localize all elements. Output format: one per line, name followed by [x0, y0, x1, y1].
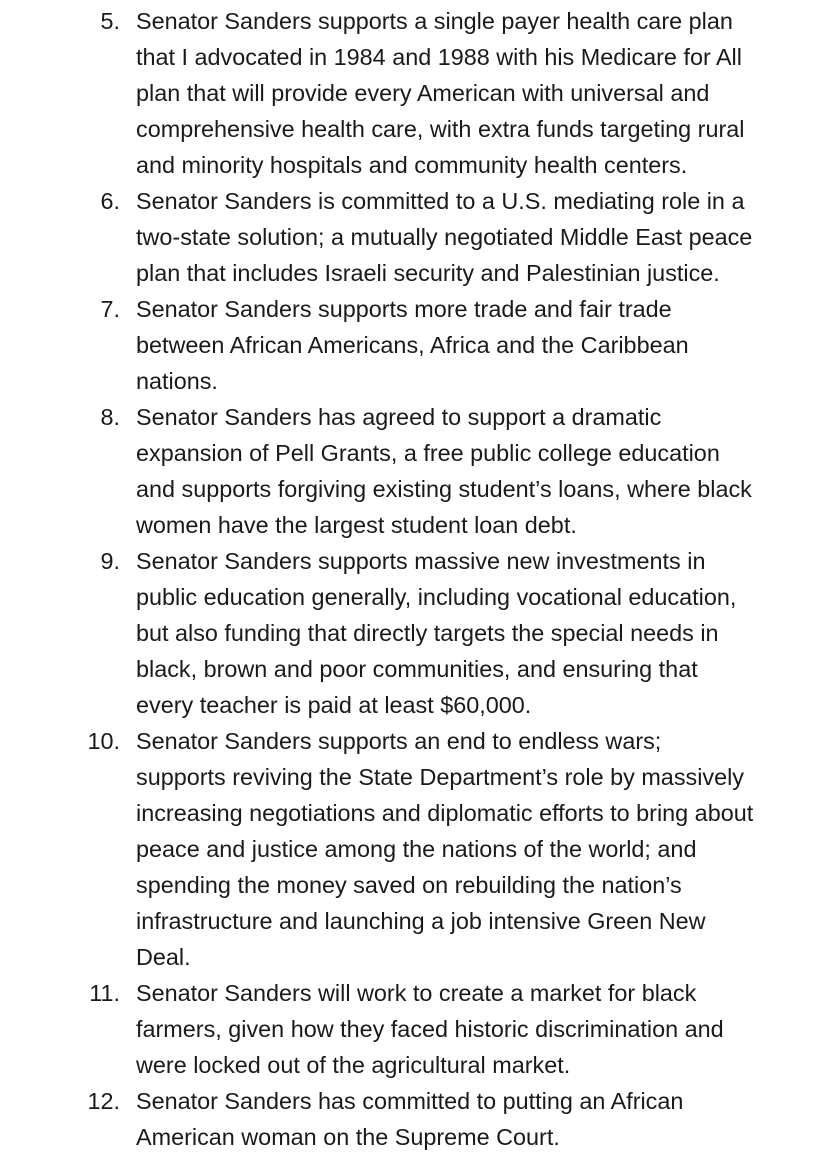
list-text-line: public education generally, including vocational education,	[136, 584, 737, 610]
list-number: 10.	[87, 728, 120, 754]
list-text-line: comprehensive health care, with extra funds targeting rural	[136, 116, 745, 142]
list-text-line: Senator Sanders supports massive new investments in	[136, 548, 706, 574]
list-text-line: farmers, given how they faced historic discrimination and	[136, 1016, 724, 1042]
list-number: 9.	[100, 548, 120, 574]
list-text-line: nations.	[136, 368, 218, 394]
list-text-line: Senator Sanders supports an end to endless wars;	[136, 728, 662, 754]
list-item-12	[0, 1083, 828, 1155]
list-text-line: infrastructure and launching a job intensive Green New	[136, 908, 706, 934]
list-text-line: were locked out of the agricultural market.	[136, 1052, 571, 1078]
list-text-line: Deal.	[136, 944, 191, 970]
list-item-9	[0, 543, 828, 723]
list-text-line: women have the largest student loan debt.	[136, 512, 577, 538]
list-text-line: plan that includes Israeli security and Palestinian justice.	[136, 260, 720, 286]
list-text-line: expansion of Pell Grants, a free public college education	[136, 440, 720, 466]
list-text-line: black, brown and poor communities, and ensuring that	[136, 656, 698, 682]
list-text-line: Senator Sanders supports a single payer health care plan	[136, 8, 733, 34]
list-text-line: plan that will provide every American with universal and	[136, 80, 710, 106]
list-text-line: between African Americans, Africa and the Caribbean	[136, 332, 689, 358]
list-text-line: and minority hospitals and community health centers.	[136, 152, 688, 178]
list-number: 8.	[100, 404, 120, 430]
list-text-line: every teacher is paid at least $60,000.	[136, 692, 532, 718]
list-text-line: Senator Sanders will work to create a market for black	[136, 980, 697, 1006]
list-item-6	[0, 183, 828, 291]
list-text-line: Senator Sanders has agreed to support a dramatic	[136, 404, 662, 430]
list-text-line: Senator Sanders is committed to a U.S. mediating role in a	[136, 188, 745, 214]
list-text-line: peace and justice among the nations of the world; and	[136, 836, 697, 862]
list-text-line: supports reviving the State Department’s role by massively	[136, 764, 744, 790]
list-text-line: that I advocated in 1984 and 1988 with his Medicare for All	[136, 44, 742, 70]
list-text-line: increasing negotiations and diplomatic efforts to bring about	[136, 800, 754, 826]
list-number: 11.	[89, 980, 120, 1006]
list-text-line: and supports forgiving existing student’s loans, where black	[136, 476, 752, 502]
list-text-line: spending the money saved on rebuilding the nation’s	[136, 872, 682, 898]
list-text-line: American woman on the Supreme Court.	[136, 1124, 560, 1150]
list-item-7	[0, 291, 828, 399]
list-number: 6.	[100, 188, 120, 214]
list-number: 7.	[100, 296, 120, 322]
list-number: 5.	[100, 8, 120, 34]
list-text-line: two-state solution; a mutually negotiated Middle East peace	[136, 224, 753, 250]
list-item-10	[0, 723, 828, 975]
list-text-line: Senator Sanders has committed to putting an African	[136, 1088, 684, 1114]
numbered-list	[0, 3, 828, 1155]
list-text-line: Senator Sanders supports more trade and fair trade	[136, 296, 672, 322]
list-item-8	[0, 399, 828, 543]
list-text-line: but also funding that directly targets the special needs in	[136, 620, 719, 646]
list-item-11	[0, 975, 828, 1083]
list-number: 12.	[87, 1088, 120, 1114]
list-item-5	[0, 3, 828, 183]
